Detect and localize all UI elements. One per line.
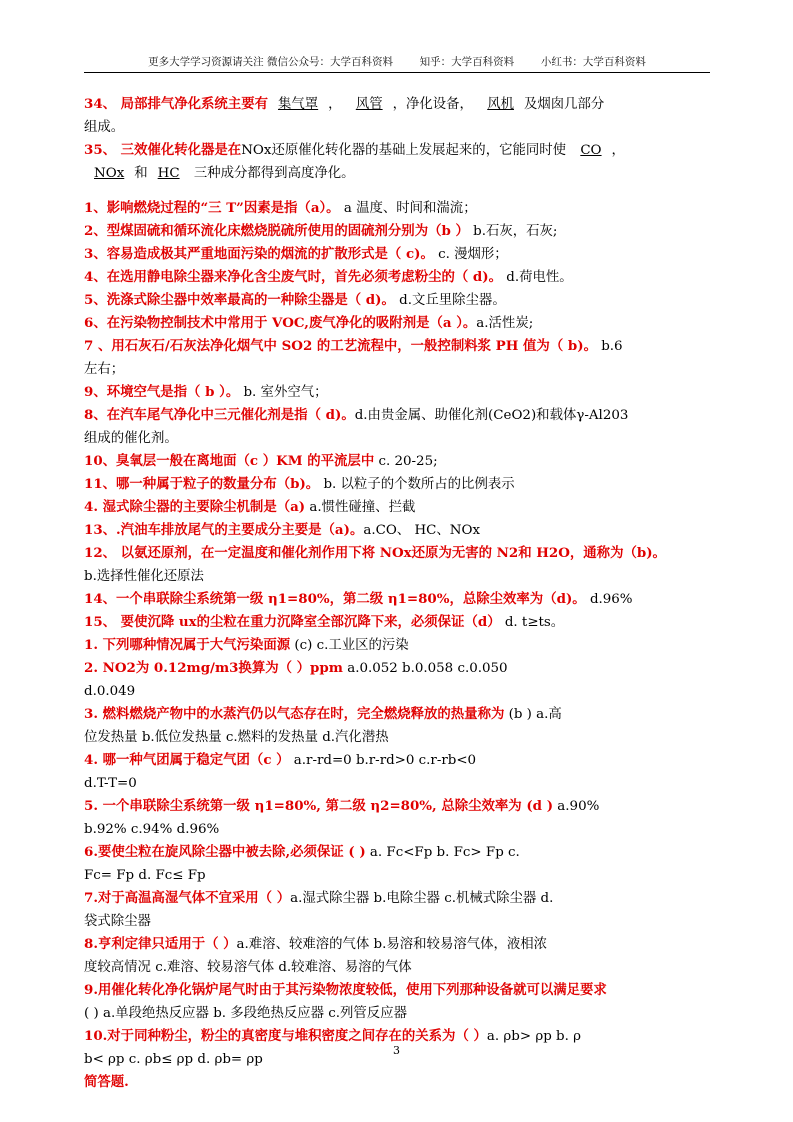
answer-text: ， bbox=[328, 97, 346, 112]
answer-text: c. 漫烟形； bbox=[433, 247, 508, 262]
answer-text: c. 20-25; bbox=[374, 454, 438, 469]
question-text: 34、 局部排气净化系统主要有 bbox=[84, 96, 268, 112]
answer-text: 和 bbox=[134, 166, 148, 181]
question-text: 11、哪一种属于粒子的数量分布（b)。 bbox=[84, 476, 320, 492]
text-line-c2 bbox=[84, 220, 710, 243]
question-text: 1. 下列哪种情况属于大气污染面源 bbox=[84, 637, 291, 653]
document-body bbox=[84, 93, 710, 1094]
answer-text: 组成的催化剂。 bbox=[84, 431, 178, 446]
text-line-d8b bbox=[84, 956, 710, 979]
answer-text: 位发热量 b.低位发热量 c.燃料的发热量 d.汽化潜热 bbox=[84, 730, 389, 745]
answer-text: b< ρp c. ρb≤ ρp d. ρb= ρp bbox=[84, 1052, 263, 1067]
answer-text: d.文丘里除尘器。 bbox=[394, 293, 506, 308]
question-text: 简答题. bbox=[84, 1074, 129, 1090]
text-line-c1 bbox=[84, 197, 710, 220]
answer-text: (b ) a.高 bbox=[504, 707, 562, 722]
text-line-d8 bbox=[84, 933, 710, 956]
answer-text: a 温度、时间和湍流； bbox=[339, 201, 477, 216]
question-text: 6.要使尘粒在旋风除尘器中被去除,必须保证 ( ) bbox=[84, 844, 366, 860]
text-line-d6 bbox=[84, 841, 710, 864]
answer-text: a.惯性碰撞、拦截 bbox=[305, 500, 416, 515]
text-line-d2b bbox=[84, 680, 710, 703]
question-text: 2. NO2为 0.12mg/m3换算为（ ）ppm bbox=[84, 660, 343, 676]
text-line-c7b bbox=[84, 358, 710, 381]
text-line-c3 bbox=[84, 243, 710, 266]
question-text: 35、 三效催化转化器是在 bbox=[84, 142, 242, 158]
text-line-c6 bbox=[84, 312, 710, 335]
question-text: 9.用催化转化净化锅炉尾气时由于其污染物浓度较低，使用下列那种设备就可以满足要求 bbox=[84, 982, 607, 998]
answer-text: d.0.049 bbox=[84, 684, 136, 699]
text-line-d7 bbox=[84, 887, 710, 910]
text-line-c14 bbox=[84, 588, 710, 611]
text-line-d5b bbox=[84, 818, 710, 841]
question-text: 2、型煤固硫和循环流化床燃烧脱硫所使用的固硫剂分别为（b ） bbox=[84, 223, 469, 239]
text-line-c10 bbox=[84, 450, 710, 473]
question-text: 14、一个串联除尘系统第一级 η1=80%，第二级 η1=80%，总除尘效率为（d)。 bbox=[84, 591, 586, 607]
question-text: 8.亨利定律只适用于（ ） bbox=[84, 936, 237, 952]
text-line-d2 bbox=[84, 657, 710, 680]
answer-text: (c) c.工业区的污染 bbox=[290, 638, 409, 653]
question-text: 4、在选用静电除尘器来净化含尘废气时，首先必须考虑粉尘的（ d)。 bbox=[84, 269, 503, 285]
text-line-c8b bbox=[84, 427, 710, 450]
text-line-c5 bbox=[84, 289, 710, 312]
text-line-c15 bbox=[84, 611, 710, 634]
text-line-d5 bbox=[84, 795, 710, 818]
text-line-d9b bbox=[84, 1002, 710, 1025]
text-line-d3 bbox=[84, 703, 710, 726]
answer-text: d. t≥ts。 bbox=[500, 615, 565, 630]
answer-text: 左右； bbox=[84, 362, 125, 377]
answer-text: a.活性炭; bbox=[476, 316, 534, 331]
fill-answer: 风机 bbox=[487, 97, 514, 112]
text-line-c4w bbox=[84, 496, 710, 519]
question-text: 9、环境空气是指（ b ）。 bbox=[84, 384, 240, 400]
answer-text: ( ) a.单段绝热反应器 b. 多段绝热反应器 c.列管反应器 bbox=[84, 1006, 407, 1021]
text-line-c12b bbox=[84, 565, 710, 588]
text-line-q35 bbox=[84, 139, 710, 162]
question-text: 15、 要使沉降 ux的尘粒在重力沉降室全部沉降下来，必须保证（d） bbox=[84, 614, 501, 630]
answer-text: a.湿式除尘器 b.电除尘器 c.机械式除尘器 d. bbox=[290, 891, 554, 906]
page-number: 3 bbox=[393, 1044, 400, 1057]
question-text: 10.对于同种粉尘，粉尘的真密度与堆积密度之间存在的关系为（ ） bbox=[84, 1028, 487, 1044]
question-text: 3. 燃料燃烧产物中的水蒸汽仍以气态存在时，完全燃烧释放的热量称为 bbox=[84, 706, 505, 722]
text-line-d4 bbox=[84, 749, 710, 772]
text-line-q34 bbox=[84, 93, 710, 116]
text-line-c9 bbox=[84, 381, 710, 404]
answer-text: 三种成分都得到高度净化。 bbox=[189, 166, 355, 181]
answer-text: b. 室外空气； bbox=[239, 385, 328, 400]
answer-text: a.0.052 b.0.058 c.0.050 bbox=[342, 661, 508, 676]
fill-answer: CO bbox=[580, 143, 602, 158]
answer-text: ， bbox=[611, 143, 625, 158]
text-line-d4b bbox=[84, 772, 710, 795]
question-text: 3、容易造成极其严重地面污染的烟流的扩散形式是（ c)。 bbox=[84, 246, 434, 262]
answer-text: b. 以粒子的个数所占的比例表示 bbox=[319, 477, 515, 492]
answer-text: 袋式除尘器 bbox=[84, 914, 151, 929]
text-line-c8 bbox=[84, 404, 710, 427]
text-line-q34b bbox=[84, 116, 710, 139]
text-line-c4 bbox=[84, 266, 710, 289]
question-text: 5. 一个串联除尘系统第一级 η1=80%, 第二级 η2=80%, 总除尘效率为 (d ) bbox=[84, 798, 554, 814]
question-text: 13、.汽油车排放尾气的主要成分主要是（a)。 bbox=[84, 522, 364, 538]
question-text: 4. 湿式除尘器的主要除尘机制是（a) bbox=[84, 499, 306, 515]
answer-text: d.由贵金属、助催化剂(CeO2)和载体γ-Al203 bbox=[354, 408, 629, 423]
text-line-c13 bbox=[84, 519, 710, 542]
answer-text: d.荷电性。 bbox=[502, 270, 573, 285]
question-text: 7.对于高温高湿气体不宜采用（ ） bbox=[84, 890, 291, 906]
fill-answer: HC bbox=[157, 166, 180, 181]
text-line-final bbox=[84, 1071, 710, 1094]
fill-answer: 风管 bbox=[355, 97, 383, 112]
question-text: 1、影响燃烧过程的“三 T”因素是指（a）。 bbox=[84, 200, 340, 216]
text-line-d3b bbox=[84, 726, 710, 749]
text-line-c11 bbox=[84, 473, 710, 496]
section-gap bbox=[84, 185, 710, 197]
question-text: 4. 哪一种气团属于稳定气团（c ） bbox=[84, 752, 290, 768]
question-text: 5、洗涤式除尘器中效率最高的一种除尘器是（ d)。 bbox=[84, 292, 395, 308]
answer-text: b.选择性催化还原法 bbox=[84, 569, 204, 584]
answer-text: a.难溶、较难溶的气体 b.易溶和较易溶气体，液相浓 bbox=[236, 937, 548, 952]
answer-text: 及烟囱几部分 bbox=[523, 97, 605, 112]
answer-text: d.T-T=0 bbox=[84, 776, 137, 791]
text-line-q35b bbox=[84, 162, 710, 185]
text-line-d6b bbox=[84, 864, 710, 887]
text-line-d1 bbox=[84, 634, 710, 657]
answer-text: 组成。 bbox=[84, 120, 125, 135]
answer-text: d.96% bbox=[585, 592, 633, 607]
question-text: 8、在汽车尾气净化中三元催化剂是指（ d)。 bbox=[84, 407, 355, 423]
header-divider bbox=[84, 72, 710, 73]
answer-text: ，净化设备， bbox=[392, 97, 478, 112]
answer-text: b.石灰，石灰; bbox=[468, 224, 558, 239]
answer-text: a.CO、 HC、NOx bbox=[363, 523, 481, 538]
answer-text: 度较高情况 c.难溶、较易溶气体 d.较难溶、易溶的气体 bbox=[84, 960, 412, 975]
fill-answer: 集气罩 bbox=[277, 97, 319, 112]
answer-text: a. Fc<Fp b. Fc> Fp c. bbox=[365, 845, 520, 860]
answer-text: NOx还原催化转化器的基础上发展起来的，它能同时使 bbox=[241, 143, 571, 158]
question-text: 10、臭氧层一般在离地面（c ）KM 的平流层中 bbox=[84, 453, 375, 469]
answer-text: a. ρb> ρp b. ρ bbox=[486, 1029, 581, 1044]
fill-answer: NOx bbox=[94, 166, 125, 181]
page-header: 更多大学学习资源请关注 微信公众号：大学百科资料 知乎：大学百科资料 小红书：大学百科资料 bbox=[148, 56, 646, 68]
answer-text: Fc= Fp d. Fc≤ Fp bbox=[84, 868, 206, 883]
text-line-d9 bbox=[84, 979, 710, 1002]
answer-text: a.90% bbox=[553, 799, 600, 814]
question-text: 7 、用石灰石/石灰法净化烟气中 SO2 的工艺流程中，一般控制料浆 PH 值为（ b)。 bbox=[84, 338, 597, 354]
answer-text: b.6 bbox=[596, 339, 623, 354]
question-text: 6、在污染物控制技术中常用于 VOC,废气净化的吸附剂是（a ）。 bbox=[84, 315, 477, 331]
question-text: 12、 以氨还原剂，在一定温度和催化剂作用下将 NOx还原为无害的 N2和 H2O，通称为（b)。 bbox=[84, 545, 666, 561]
text-line-c12 bbox=[84, 542, 710, 565]
answer-text: b.92% c.94% d.96% bbox=[84, 822, 220, 837]
text-line-d7b bbox=[84, 910, 710, 933]
answer-text: a.r-rd=0 b.r-rd>0 c.r-rb<0 bbox=[289, 753, 477, 768]
text-line-c7 bbox=[84, 335, 710, 358]
